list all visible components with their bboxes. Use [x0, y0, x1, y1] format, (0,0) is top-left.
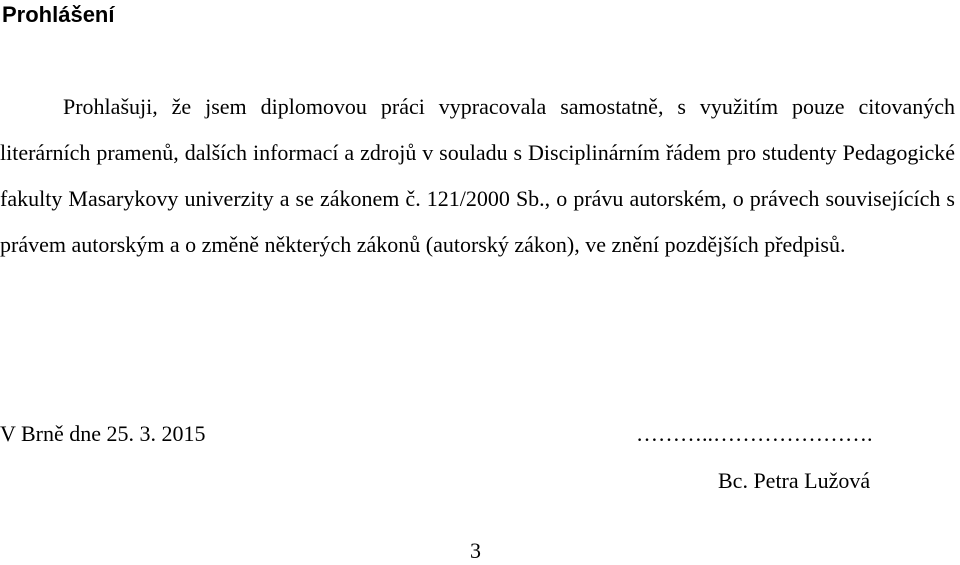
place-and-date: V Brně dne 25. 3. 2015 [0, 421, 206, 446]
page-title: Prohlášení [2, 2, 115, 27]
page-number: 3 [470, 538, 481, 563]
author-name: Bc. Petra Lužová [718, 468, 871, 493]
declaration-text: Prohlašuji, že jsem diplomovou práci vypracovala samostatně, s využitím pouze citovaných literárních pramenů, dalších informací a zdrojů v souladu s Disciplinárním řádem pro studenty Pedagogické fakulty Masarykovy univerzity a se zákonem č. 121/2000 Sb., o právu autorském, o právech souvisejících s právem autorským a o změně některých zákonů (autorský zákon), ve znění pozdějších předpisů. [0, 94, 955, 257]
signature-line: ………..…………………. [636, 421, 873, 446]
